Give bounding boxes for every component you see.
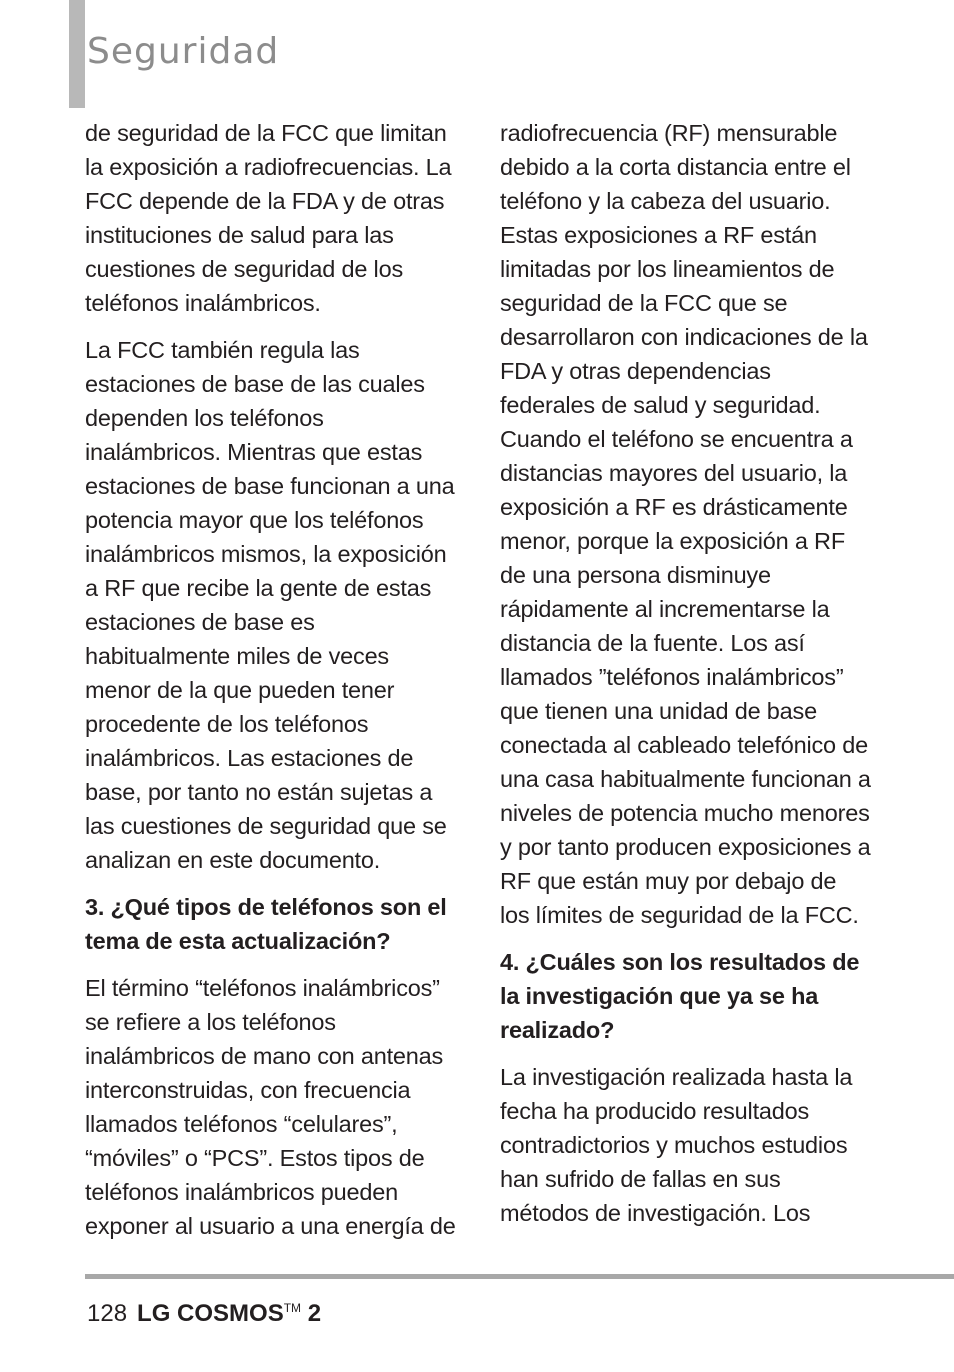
product-model: 2 (307, 1300, 322, 1327)
footer-divider (85, 1274, 954, 1279)
paragraph: de seguridad de la FCC que limitan la exposición a radiofrecuencias. La FCC depende de la FDA y de otras instituciones de salud para las cuestiones de seguridad de los teléfonos inalámbricos. (85, 120, 452, 316)
paragraph: La FCC también regula las estaciones de base de las cuales dependen los teléfonos inalámbricos. Mientras que estas estaciones de base funcionan a una potencia mayor que los teléfonos inalámbricos mismos, la exposición a RF que recibe la gente de estas estaciones de base es habitualmente miles de veces menor de la que pueden tener procedente de los teléfonos inalámbricos. Las estaciones de base, por tanto no están sujetas a las cuestiones de seguridad que se analizan en este documento. (85, 337, 455, 873)
page-footer (87, 1293, 321, 1329)
paragraph: radiofrecuencia (RF) mensurable debido a la corta distancia entre el teléfono y la cabeza del usuario. Estas exposiciones a RF están limitadas por los lineamientos de seguridad de la FCC que se desarrollaron con indicaciones de la FDA y otras dependencias federales de salud y seguridad. Cuando el teléfono se encuentra a distancias mayores del usuario, la exposición a RF es drásticamente menor, porque la exposición a RF de una persona disminuye rápidamente al incrementarse la distancia de la fuente. Los así llamados ”teléfonos inalámbricos” que tienen una unidad de base conectada al cableado telefónico de una casa habitualmente funcionan a niveles de potencia mucho menores y por tanto producen exposiciones a RF que están muy por debajo de los límites de seguridad de la FCC. (500, 120, 871, 928)
product-name: LG COSMOS (137, 1300, 284, 1327)
right-column (500, 116, 872, 1243)
header-accent-bar (69, 0, 85, 108)
question-heading-3: 3. ¿Qué tipos de teléfonos son el tema de esta actualización? (85, 894, 447, 954)
trademark-symbol: TM (283, 1301, 302, 1315)
page-number: 128 (87, 1300, 128, 1327)
left-column (85, 116, 457, 1256)
section-title: Seguridad (87, 31, 280, 72)
paragraph: El término “teléfonos inalámbricos” se refiere a los teléfonos inalámbricos de mano con antenas interconstruidas, con frecuencia llamados teléfonos “celulares”, “móviles” o “PCS”. Estos tipos de teléfonos inalámbricos pueden exponer al usuario a una energía de (85, 975, 456, 1239)
paragraph: La investigación realizada hasta la fecha ha producido resultados contradictorios y muchos estudios han sufrido de fallas en sus métodos de investigación. Los (500, 1064, 853, 1226)
question-heading-4: 4. ¿Cuáles son los resultados de la investigación que ya se ha realizado? (500, 949, 860, 1043)
